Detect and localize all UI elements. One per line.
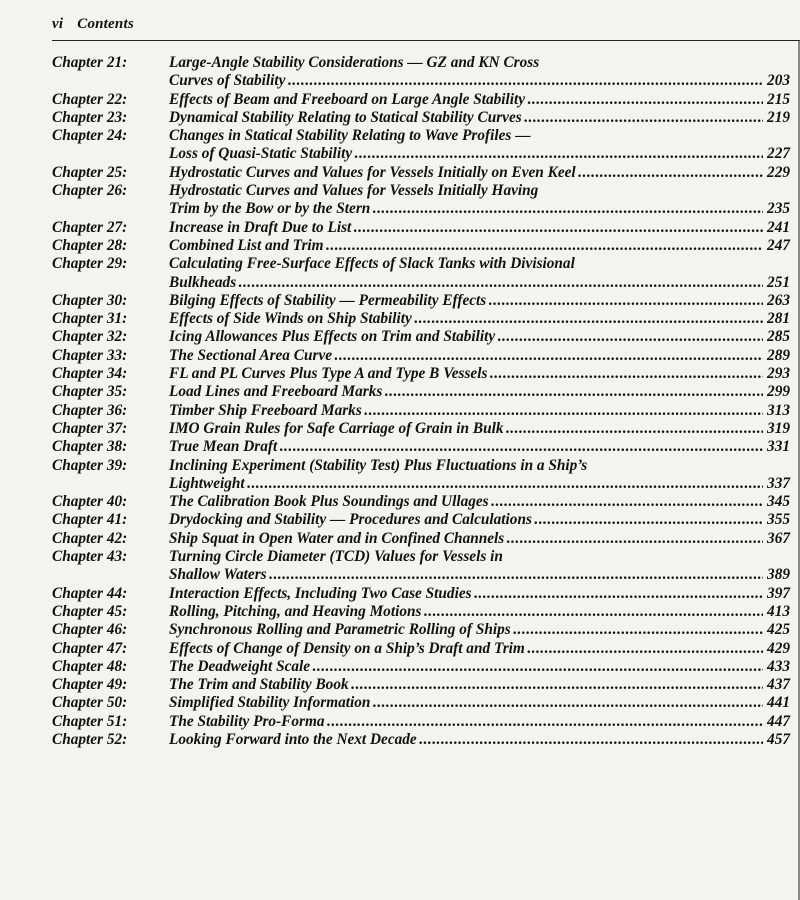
chapter-title-line: Dynamical Stability Relating to Statical Stability Curves [169,108,522,126]
chapter-title-line: Lightweight [169,474,245,492]
page-reference: 429 [767,639,790,657]
dot-leader [351,676,763,694]
toc-entry[interactable] [52,640,790,658]
chapter-title-line: Effects of Side Winds on Ship Stability [169,310,412,328]
page-reference: 313 [767,401,790,419]
chapter-title-line: Combined List and Trim [169,236,324,254]
page-reference: 441 [767,694,790,712]
dot-leader [489,365,763,383]
page-reference: 413 [767,602,790,620]
toc-entry[interactable] [52,402,790,420]
chapter-label: Chapter 25: [52,163,128,181]
page-reference: 331 [767,438,790,456]
dot-leader [353,219,763,237]
chapter-title-line: The Stability Pro-Forma [169,712,325,730]
section-title: Contents [77,16,134,32]
chapter-label: Chapter 40: [52,493,128,511]
chapter-label: Chapter 22: [52,90,128,108]
toc-entry[interactable] [52,676,790,694]
chapter-title-line: Interaction Effects, Including Two Case Studies [169,584,472,602]
dot-leader [384,383,763,401]
toc-entry[interactable] [52,438,790,456]
chapter-label: Chapter 26: [52,182,128,200]
chapter-title-line: Hydrostatic Curves and Values for Vessels Initially Having [169,182,539,200]
page-reference: 263 [767,291,790,309]
page-reference: 289 [767,346,790,364]
chapter-title-line: FL and PL Curves Plus Type A and Type B Vessels [169,365,488,383]
dot-leader [534,511,763,529]
chapter-label: Chapter 29: [52,255,128,273]
dot-leader [527,91,763,109]
page-reference: 215 [767,90,790,108]
toc-entry[interactable] [52,219,790,237]
chapter-label: Chapter 42: [52,529,128,547]
dot-leader [423,603,763,621]
page-reference: 293 [767,365,790,383]
page-reference: 285 [767,328,790,346]
chapter-label: Chapter 38: [52,438,128,456]
chapter-title-line: Rolling, Pitching, and Heaving Motions [169,602,422,620]
chapter-label: Chapter 36: [52,401,128,419]
chapter-title-line: The Deadweight Scale [169,657,311,675]
page-reference: 247 [767,236,790,254]
toc-entry[interactable] [52,713,790,731]
dot-leader [505,420,763,438]
dot-leader [334,347,763,365]
dot-leader [287,72,763,90]
page-reference: 235 [767,200,790,218]
dot-leader [327,713,764,731]
toc-entry[interactable] [52,530,790,548]
dot-leader [527,640,763,658]
dot-leader [238,274,763,292]
toc-entry[interactable] [52,91,790,109]
dot-leader [419,731,763,749]
toc-entry[interactable] [52,347,790,365]
toc-entry[interactable] [52,328,790,346]
chapter-title-line: Bulkheads [169,273,237,291]
chapter-label: Chapter 48: [52,657,128,675]
toc-entry[interactable] [52,292,790,310]
page-reference: 227 [767,145,790,163]
dot-leader [506,530,763,548]
dot-leader [474,585,763,603]
toc-entry[interactable] [52,127,790,164]
chapter-label: Chapter 37: [52,419,128,437]
toc-entry[interactable] [52,493,790,511]
chapter-title-line: Trim by the Bow or by the Stern [169,200,371,218]
page-reference: 425 [767,621,790,639]
dot-leader [524,109,763,127]
dot-leader [312,658,763,676]
chapter-title-line: Calculating Free-Surface Effects of Slack Tanks with Divisional [169,255,575,273]
toc-entry[interactable] [52,694,790,712]
chapter-title-line: True Mean Draft [169,438,278,456]
chapter-title-line: Inclining Experiment (Stability Test) Plus Fluctuations in a Ship’s [169,456,588,474]
dot-leader [326,237,764,255]
page-reference: 229 [767,163,790,181]
chapter-label: Chapter 52: [52,730,128,748]
chapter-label: Chapter 44: [52,584,128,602]
chapter-label: Chapter 31: [52,310,128,328]
page-reference: 345 [767,493,790,511]
toc-entry[interactable] [52,457,790,494]
chapter-title-line: Effects of Change of Density on a Ship’s Draft and Trim [169,639,525,657]
chapter-title-line: Ship Squat in Open Water and in Confined Channels [169,529,505,547]
toc-entry[interactable] [52,237,790,255]
chapter-title-line: Hydrostatic Curves and Values for Vessels Initially on Even Keel [169,163,576,181]
toc-entry[interactable] [52,310,790,328]
toc-entry[interactable] [52,109,790,127]
dot-leader [513,621,763,639]
page-reference: 367 [767,529,790,547]
chapter-title-line: The Calibration Book Plus Soundings and Ullages [169,493,489,511]
chapter-title-line: Effects of Beam and Freeboard on Large Angle Stability [169,90,526,108]
toc-entry[interactable] [52,420,790,438]
running-head [52,16,134,33]
chapter-title-line: Large-Angle Stability Considerations — GZ and KN Cross [169,54,540,71]
chapter-label: Chapter 39: [52,456,128,474]
chapter-title-line: Increase in Draft Due to List [169,218,352,236]
dot-leader [491,493,763,511]
toc-entry[interactable] [52,621,790,639]
table-of-contents [52,54,790,749]
chapter-label: Chapter 49: [52,676,128,694]
page-reference: 319 [767,419,790,437]
page-reference: 251 [767,273,790,291]
chapter-label: Chapter 46: [52,621,128,639]
dot-leader [372,694,763,712]
chapter-label: Chapter 30: [52,291,128,309]
toc-entry[interactable] [52,54,790,91]
dot-leader [497,328,763,346]
toc-entry[interactable] [52,658,790,676]
dot-leader [354,145,763,163]
chapter-label: Chapter 51: [52,712,128,730]
page-reference: 389 [767,566,790,584]
page-reference: 355 [767,511,790,529]
chapter-label: Chapter 32: [52,328,128,346]
page-reference: 433 [767,657,790,675]
chapter-title-line: The Sectional Area Curve [169,346,333,364]
page-reference: 219 [767,108,790,126]
chapter-title-line: Loss of Quasi-Static Stability [169,145,353,163]
page-reference: 281 [767,310,790,328]
dot-leader [247,475,763,493]
chapter-label: Chapter 35: [52,383,128,401]
chapter-label: Chapter 24: [52,127,128,145]
toc-entry[interactable] [52,365,790,383]
chapter-label: Chapter 21: [52,54,128,71]
dot-leader [269,566,763,584]
page-reference: 337 [767,474,790,492]
toc-entry[interactable] [52,585,790,603]
chapter-title-line: Simplified Stability Information [169,694,371,712]
toc-entry[interactable] [52,182,790,219]
toc-entry[interactable] [52,511,790,529]
toc-entry[interactable] [52,255,790,292]
chapter-title-line: Icing Allowances Plus Effects on Trim and Stability [169,328,496,346]
page-reference: 397 [767,584,790,602]
chapter-label: Chapter 28: [52,236,128,254]
chapter-title-line: Load Lines and Freeboard Marks [169,383,383,401]
toc-entry[interactable] [52,548,790,585]
page-reference: 203 [767,72,790,90]
dot-leader [578,164,763,182]
chapter-label: Chapter 50: [52,694,128,712]
dot-leader [364,402,763,420]
dot-leader [372,200,763,218]
chapter-title-line: Turning Circle Diameter (TCD) Values for Vessels in [169,548,503,566]
chapter-title-line: Synchronous Rolling and Parametric Rolling of Ships [169,621,511,639]
dot-leader [488,292,763,310]
page-reference: 299 [767,383,790,401]
dot-leader [414,310,763,328]
toc-entry[interactable] [52,383,790,401]
page-reference: 457 [767,730,790,748]
chapter-title-line: Looking Forward into the Next Decade [169,730,417,748]
toc-entry[interactable] [52,731,790,749]
chapter-title-line: The Trim and Stability Book [169,676,349,694]
chapter-title-line: IMO Grain Rules for Safe Carriage of Grain in Bulk [169,419,504,437]
chapter-label: Chapter 34: [52,365,128,383]
chapter-label: Chapter 41: [52,511,128,529]
chapter-label: Chapter 45: [52,602,128,620]
page-reference: 241 [767,218,790,236]
chapter-label: Chapter 27: [52,218,128,236]
chapter-title-line: Curves of Stability [169,72,286,90]
toc-entry[interactable] [52,603,790,621]
page-number: vi [52,16,64,32]
page-reference: 437 [767,676,790,694]
header-rule [52,40,800,41]
chapter-title-line: Changes in Statical Stability Relating to Wave Profiles — [169,127,531,145]
chapter-label: Chapter 33: [52,346,128,364]
chapter-title-line: Bilging Effects of Stability — Permeability Effects [169,291,487,309]
toc-entry[interactable] [52,164,790,182]
chapter-label: Chapter 47: [52,639,128,657]
dot-leader [279,438,763,456]
chapter-label: Chapter 43: [52,548,128,566]
chapter-title-line: Timber Ship Freeboard Marks [169,401,362,419]
chapter-title-line: Shallow Waters [169,566,267,584]
page-reference: 447 [767,712,790,730]
chapter-label: Chapter 23: [52,108,128,126]
chapter-title-line: Drydocking and Stability — Procedures and Calculations [169,511,532,529]
